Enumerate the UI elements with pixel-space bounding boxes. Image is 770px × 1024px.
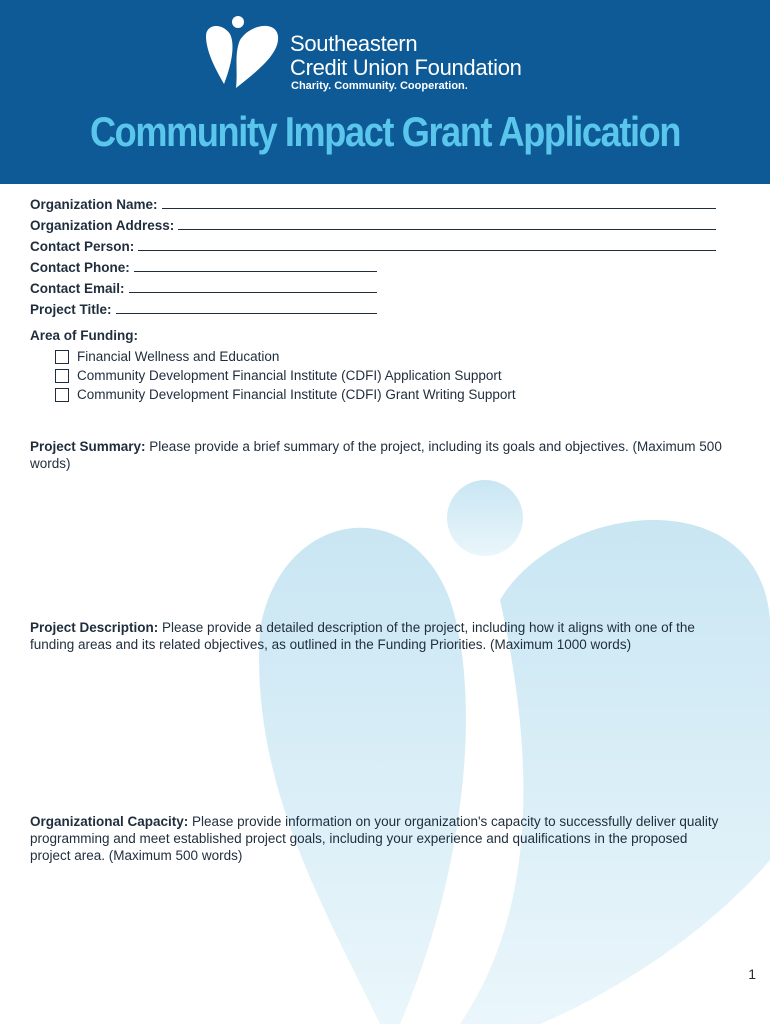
section-text: Please provide a brief summary of the project, including its goals and objectives. (Maximum 500 words) [30,439,722,471]
field-label: Contact Person: [30,239,135,254]
field-line[interactable] [134,270,377,272]
option-label: Community Development Financial Institute (CDFI) Grant Writing Support [77,387,516,402]
section-label: Project Summary: [30,439,146,454]
contact-email-field[interactable] [30,276,377,296]
field-line[interactable] [138,249,716,251]
header-banner [0,0,770,184]
page-title: Community Impact Grant Application [89,108,681,155]
field-label: Contact Email: [30,281,125,296]
field-line[interactable] [162,207,716,209]
section-text: Please provide information on your organization's capacity to successfully deliver quality programming and meet established project goals, including your experience and qualifications in the proposed project area. (Maximum 500 words) [30,814,719,863]
organizational-capacity-section [30,813,730,864]
contact-person-field[interactable] [30,234,716,254]
field-label: Project Title: [30,302,112,317]
org-name-line2: Credit Union Foundation [290,55,522,80]
section-text: Please provide a detailed description of the project, including how it aligns with one of the funding areas and its related objectives, as outlined in the Funding Priorities. (Maximum 1000 words) [30,620,695,652]
organization-address-field[interactable] [30,213,716,233]
section-label: Project Description: [30,620,159,635]
field-line[interactable] [116,312,377,314]
project-description-section [30,619,730,653]
checkbox[interactable] [55,388,69,402]
checkbox[interactable] [55,369,69,383]
contact-phone-field[interactable] [30,255,377,275]
field-label: Contact Phone: [30,260,130,275]
organization-name [290,32,522,80]
funding-option-cdfi-grant-writing[interactable] [55,387,516,402]
field-label: Organization Name: [30,197,158,212]
checkbox[interactable] [55,350,69,364]
heart-figure-watermark-icon [240,480,770,1024]
project-summary-section [30,438,730,472]
field-line[interactable] [178,228,716,230]
funding-option-cdfi-application[interactable] [55,368,502,383]
organization-name-field[interactable] [30,192,716,212]
section-label: Organizational Capacity: [30,814,189,829]
funding-option-financial-wellness[interactable] [55,349,279,364]
field-line[interactable] [129,291,377,293]
project-title-field[interactable] [30,297,377,317]
page-number: 1 [748,966,756,982]
field-label: Organization Address: [30,218,175,233]
org-name-line1: Southeastern [290,31,418,56]
option-label: Financial Wellness and Education [77,349,280,364]
area-of-funding-label: Area of Funding: [30,328,138,343]
tagline: Charity. Community. Cooperation. [291,80,468,92]
option-label: Community Development Financial Institute (CDFI) Application Support [77,368,502,383]
heart-figure-logo-icon [200,14,280,90]
